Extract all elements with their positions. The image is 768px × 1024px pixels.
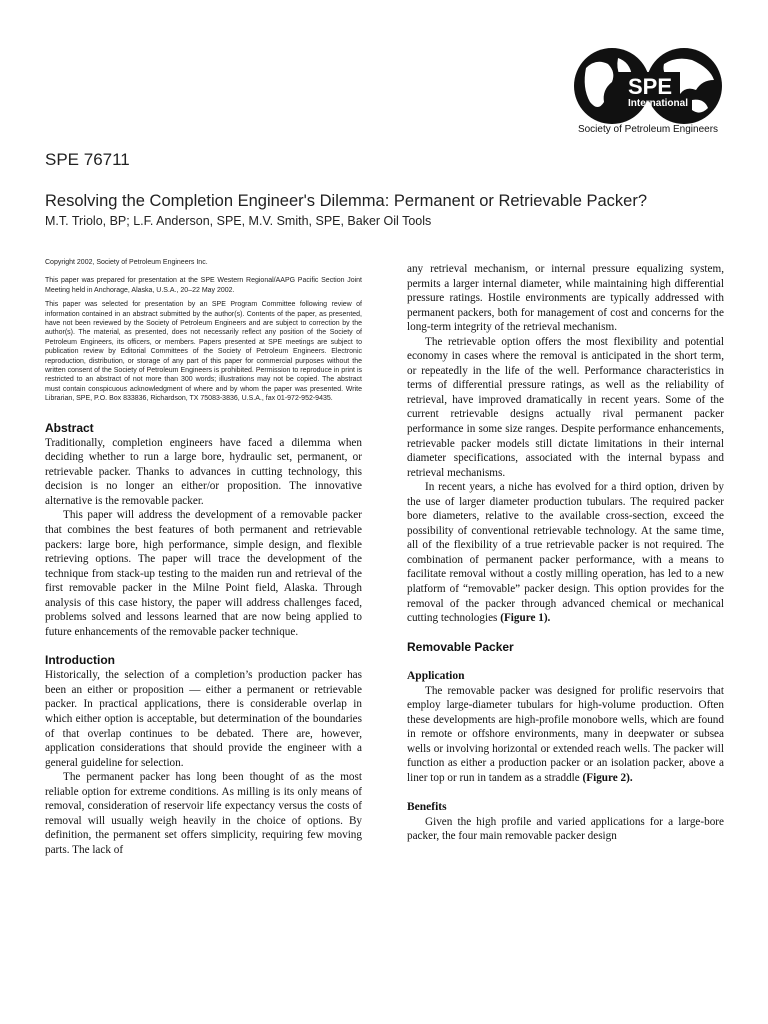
introduction-heading: Introduction [45, 653, 115, 668]
removable-packer-heading: Removable Packer [407, 639, 514, 654]
application-paragraph [407, 684, 724, 786]
logo-sub: International [627, 98, 689, 109]
abstract-paragraph-1: Traditionally, completion engineers have faced a dilemma when deciding whether to run a large bore, hydraulic set, permanent, or retrievable packer. Thanks to advances in cutting technology, this decision is no longer an either/or proposition. The innovative alternative is the removable packer. [45, 436, 362, 507]
presentation-notice: This paper was prepared for presentation at the SPE Western Regional/AAPG Pacific Section Joint Meeting held in Anchorage, Alaska, U.S.A., 20–22 May 2002. [45, 277, 362, 294]
paper-authors: M.T. Triolo, BP; L.F. Anderson, SPE, M.V. Smith, SPE, Baker Oil Tools [45, 214, 432, 228]
figure-2-reference: (Figure 2). [582, 771, 633, 784]
body-paragraph-3-text: In recent years, a niche has evolved for a third option, driven by the use of larger diameter production tubulars. The required packer bore diameters, relative to the available cross-section, exceed the possibility of conventional retrievable technology. At the same time, all of the flexibility of a true retrievable packer is not required. The combination of permanent packer performance, with a means to facilitate removal without a costly milling operation, has led to a new platform of “removable” packer design. This option provides for the removal of the packer through advanced chemical or mechanical cutting technologies [407, 481, 724, 625]
logo-caption: Society of Petroleum Engineers [577, 124, 719, 135]
abstract-paragraph-2: This paper will address the development of a removable packer that combines the best features of both permanent and retrievable packers: large bore, high performance, simple design, and flexible retrieving options. The paper will trace the development of the technique from stack-up testing to the maiden run and retrieval of the first removable packer in the Milne Point field, Alaska. Through analysis of this case history, the paper will address challenges faced, problems solved and lessons learned that are now being applied to future enhancements of the removable packer technique. [45, 509, 362, 638]
body-paragraph-2: The retrievable option offers the most flexibility and potential economy in cases where the removal is anticipated in the short term, or repeatedly in the life of the well. Performance characteristics in terms of differential pressure ratings, as well as the reliability of retrieval, have improved dramatically in recent years. Some of the current retrievable designs actually rival permanent packer performance in some size ranges. Despite performance enhancements, retrievable packer models still dictate limitations in their internal diameter specifications, associated with the internal bypass and retrieval mechanisms. [407, 335, 724, 479]
body-paragraph-3 [407, 480, 724, 625]
copyright-notice: Copyright 2002, Society of Petroleum Engineers Inc. [45, 259, 208, 266]
paper-number: SPE 76711 [45, 150, 130, 169]
body-paragraph-1: any retrieval mechanism, or internal pressure equalizing system, permits a larger internal diameter, while maintaining high differential pressure ratings. Hostile environments are typically addressed with permanent packers, both for management of cost and concerns for the long-term integrity of the retrieval mechanism. [407, 263, 724, 334]
selection-notice: This paper was selected for presentation by an SPE Program Committee following review of information contained in an abstract submitted by the author(s). Contents of the paper, as presented, have not been reviewed by the Society of Petroleum Engineers and are subject to correction by the author(s). The material, as presented, does not necessarily reflect any position of the Society of Petroleum Engineers, its officers, or members. Papers presented at SPE meetings are subject to publication review by Editorial Committees of the Society of Petroleum Engineers. Electronic reproduction, distribution, or storage of any part of this paper for commercial purposes without the written consent of the Society of Petroleum Engineers is prohibited. Permission to reproduce in print is restricted to an abstract of not more than 300 words; illustrations may not be copied. The abstract must contain conspicuous acknowledgment of where and by whom the paper was presented. Write Librarian, SPE, P.O. Box 833836, Richardson, TX 75083-3836, U.S.A., fax 01-972-952-9435. [45, 301, 362, 403]
paper-title: Resolving the Completion Engineer's Dilemma: Permanent or Retrievable Packer? [45, 192, 648, 210]
application-heading: Application [407, 669, 465, 682]
abstract-heading: Abstract [45, 420, 94, 435]
right-column [407, 262, 724, 844]
application-paragraph-text: The removable packer was designed for prolific reservoirs that employ large-diameter tubulars for high-volume production. Often these developments are high-profile monobore wells, which are found in remote or offshore environments, many in deepwater or subsea wells or involving horizontal or extended reach wells. The packer will function as either a production packer or an isolation packer, above a liner top or run in tandem as a straddle [407, 684, 724, 784]
logo-brand: SPE [627, 74, 673, 99]
left-column [45, 258, 362, 857]
introduction-paragraph-1: Historically, the selection of a completion’s production packer has been an either or proposition — either a permanent or retrievable packer. In practical applications, there is considerable overlap in which either option is acceptable, but determination of the boundaries of that overlap continues to be debated. There are, however, application considerations that should provide the engineer with a general guideline for selection. [45, 669, 362, 769]
introduction-paragraph-2: The permanent packer has long been thought of as the most reliable option for extreme conditions. As milling is its only means of removal, consideration of reservoir life expectancy versus the costs of removal will usually weigh heavily in the choice of options. By definition, the permanent set offers simplicity, requiring few moving parts. The lack of [45, 771, 362, 856]
benefits-heading: Benefits [407, 800, 447, 813]
benefits-paragraph: Given the high profile and varied applications for a large-bore packer, the four main removable packer design [407, 815, 724, 843]
figure-1-reference: (Figure 1). [500, 612, 551, 625]
